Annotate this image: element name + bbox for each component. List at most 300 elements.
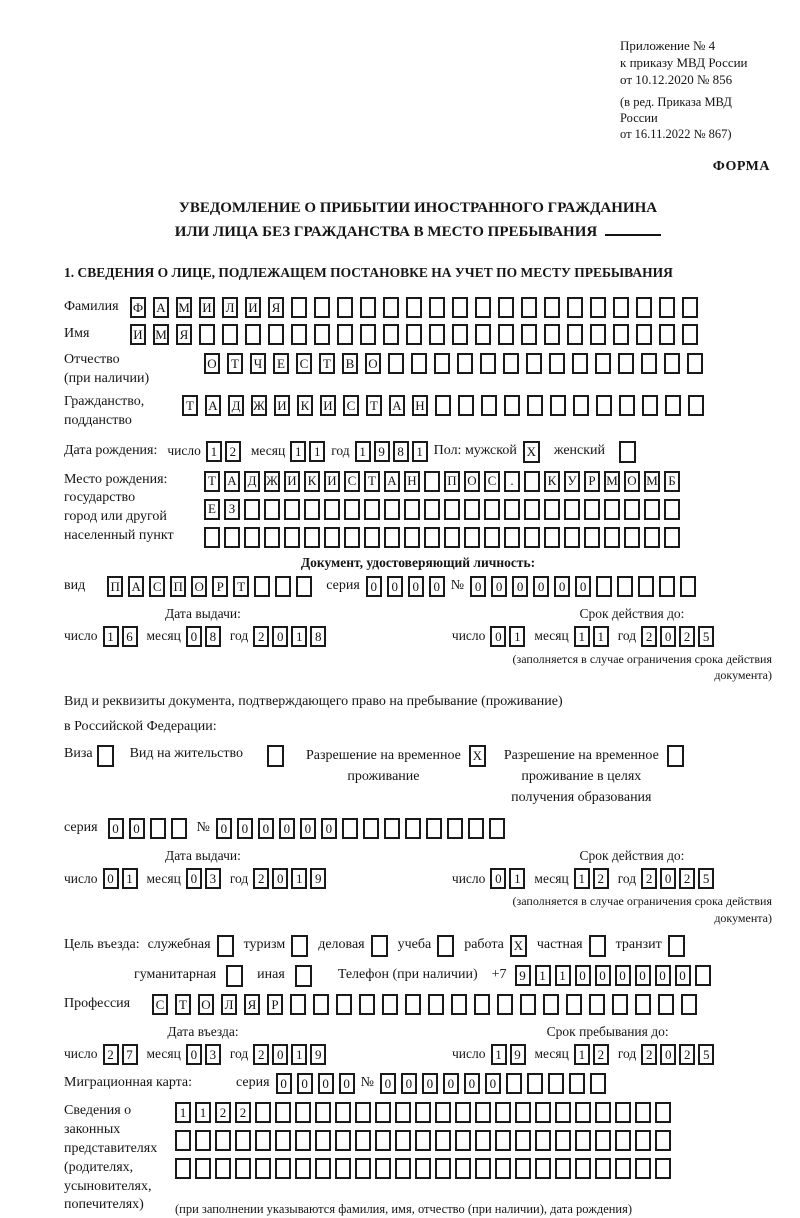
char-cell[interactable] — [526, 353, 542, 374]
char-cell[interactable] — [604, 499, 620, 520]
char-cell[interactable]: 0 — [554, 576, 570, 597]
char-cell[interactable] — [359, 994, 375, 1015]
sex-male-checkbox[interactable]: X — [523, 441, 540, 463]
char-cell[interactable]: 0 — [429, 576, 445, 597]
char-cell[interactable] — [515, 1158, 531, 1179]
residence-series-cells[interactable] — [108, 818, 187, 839]
char-cell[interactable]: 0 — [272, 868, 288, 889]
char-cell[interactable]: 8 — [393, 441, 409, 462]
char-cell[interactable]: Н — [404, 471, 420, 492]
char-cell[interactable] — [364, 499, 380, 520]
char-cell[interactable] — [595, 1130, 611, 1151]
char-cell[interactable] — [264, 527, 280, 548]
char-cell[interactable] — [335, 1102, 351, 1123]
char-cell[interactable]: 0 — [387, 576, 403, 597]
profession-cells[interactable] — [152, 994, 697, 1015]
char-cell[interactable]: С — [484, 471, 500, 492]
char-cell[interactable]: П — [107, 576, 123, 597]
char-cell[interactable]: М — [644, 471, 660, 492]
char-cell[interactable] — [624, 527, 640, 548]
representatives-row3[interactable] — [175, 1158, 772, 1179]
char-cell[interactable] — [405, 818, 421, 839]
char-cell[interactable]: 0 — [422, 1073, 438, 1094]
char-cell[interactable] — [613, 297, 629, 318]
char-cell[interactable] — [480, 353, 496, 374]
char-cell[interactable]: А — [153, 297, 169, 318]
char-cell[interactable]: Я — [244, 994, 260, 1015]
char-cell[interactable] — [659, 324, 675, 345]
char-cell[interactable]: 2 — [679, 1044, 695, 1065]
char-cell[interactable] — [363, 818, 379, 839]
surname-cells[interactable] — [130, 297, 698, 318]
char-cell[interactable] — [304, 499, 320, 520]
char-cell[interactable] — [335, 1130, 351, 1151]
char-cell[interactable]: Л — [222, 297, 238, 318]
char-cell[interactable]: 1 — [195, 1102, 211, 1123]
char-cell[interactable]: О — [464, 471, 480, 492]
char-cell[interactable] — [268, 324, 284, 345]
residence-issue-month-cells[interactable] — [186, 868, 221, 889]
issue-year-cells[interactable] — [253, 626, 326, 647]
char-cell[interactable] — [255, 1158, 271, 1179]
char-cell[interactable] — [495, 1158, 511, 1179]
char-cell[interactable] — [590, 324, 606, 345]
char-cell[interactable] — [497, 994, 513, 1015]
residence-valid-day-cells[interactable] — [490, 868, 525, 889]
char-cell[interactable] — [434, 353, 450, 374]
char-cell[interactable] — [415, 1102, 431, 1123]
char-cell[interactable] — [521, 324, 537, 345]
char-cell[interactable]: 0 — [533, 576, 549, 597]
char-cell[interactable]: 0 — [401, 1073, 417, 1094]
char-cell[interactable]: 0 — [297, 1073, 313, 1094]
char-cell[interactable] — [489, 818, 505, 839]
firstname-cells[interactable] — [130, 324, 698, 345]
purpose-other-checkbox[interactable] — [295, 965, 312, 987]
char-cell[interactable] — [687, 353, 703, 374]
char-cell[interactable] — [615, 1130, 631, 1151]
char-cell[interactable] — [424, 471, 440, 492]
char-cell[interactable]: 1 — [574, 868, 590, 889]
char-cell[interactable] — [429, 324, 445, 345]
char-cell[interactable] — [550, 395, 566, 416]
doc-number-cells[interactable] — [470, 576, 696, 597]
char-cell[interactable] — [584, 499, 600, 520]
char-cell[interactable] — [618, 353, 634, 374]
char-cell[interactable] — [544, 499, 560, 520]
char-cell[interactable] — [484, 527, 500, 548]
char-cell[interactable]: 0 — [660, 1044, 676, 1065]
char-cell[interactable] — [395, 1130, 411, 1151]
char-cell[interactable]: 1 — [309, 441, 325, 462]
temp-residence-checkbox[interactable]: X — [469, 745, 486, 767]
char-cell[interactable]: О — [198, 994, 214, 1015]
char-cell[interactable] — [458, 395, 474, 416]
patronymic-cells[interactable] — [204, 353, 703, 374]
char-cell[interactable]: 0 — [237, 818, 253, 839]
char-cell[interactable] — [360, 324, 376, 345]
representatives-row1[interactable] — [175, 1102, 772, 1123]
char-cell[interactable] — [595, 1102, 611, 1123]
purpose-private-checkbox[interactable] — [589, 935, 606, 957]
char-cell[interactable]: К — [304, 471, 320, 492]
char-cell[interactable] — [295, 1102, 311, 1123]
char-cell[interactable] — [535, 1130, 551, 1151]
char-cell[interactable] — [548, 1073, 564, 1094]
char-cell[interactable]: 1 — [291, 868, 307, 889]
purpose-transit-checkbox[interactable] — [668, 935, 685, 957]
char-cell[interactable] — [590, 297, 606, 318]
char-cell[interactable] — [575, 1102, 591, 1123]
char-cell[interactable] — [284, 499, 300, 520]
char-cell[interactable] — [235, 1130, 251, 1151]
char-cell[interactable]: 0 — [490, 868, 506, 889]
char-cell[interactable] — [360, 297, 376, 318]
residence-permit-checkbox[interactable] — [267, 745, 284, 767]
char-cell[interactable] — [324, 499, 340, 520]
char-cell[interactable]: П — [170, 576, 186, 597]
char-cell[interactable] — [428, 994, 444, 1015]
char-cell[interactable] — [344, 527, 360, 548]
char-cell[interactable]: 1 — [290, 441, 306, 462]
char-cell[interactable] — [324, 527, 340, 548]
valid-year-cells[interactable] — [641, 626, 714, 647]
char-cell[interactable] — [395, 1102, 411, 1123]
char-cell[interactable] — [572, 353, 588, 374]
char-cell[interactable]: 0 — [279, 818, 295, 839]
char-cell[interactable] — [569, 1073, 585, 1094]
doc-kind-cells[interactable] — [107, 576, 312, 597]
valid-month-cells[interactable] — [574, 626, 609, 647]
char-cell[interactable] — [383, 297, 399, 318]
char-cell[interactable] — [524, 471, 540, 492]
char-cell[interactable] — [451, 994, 467, 1015]
char-cell[interactable] — [575, 1158, 591, 1179]
char-cell[interactable] — [524, 499, 540, 520]
char-cell[interactable]: Б — [664, 471, 680, 492]
char-cell[interactable] — [255, 1130, 271, 1151]
char-cell[interactable] — [222, 324, 238, 345]
char-cell[interactable] — [544, 297, 560, 318]
char-cell[interactable]: 2 — [593, 1044, 609, 1065]
residence-number-cells[interactable] — [216, 818, 505, 839]
char-cell[interactable] — [224, 527, 240, 548]
residence-valid-month-cells[interactable] — [574, 868, 609, 889]
char-cell[interactable] — [504, 527, 520, 548]
char-cell[interactable]: 0 — [490, 626, 506, 647]
char-cell[interactable] — [527, 395, 543, 416]
migration-number-cells[interactable] — [380, 1073, 606, 1094]
char-cell[interactable]: 0 — [272, 1044, 288, 1065]
char-cell[interactable]: 9 — [310, 868, 326, 889]
char-cell[interactable]: 0 — [186, 1044, 202, 1065]
char-cell[interactable]: 0 — [186, 626, 202, 647]
char-cell[interactable]: Ч — [250, 353, 266, 374]
char-cell[interactable] — [336, 994, 352, 1015]
char-cell[interactable] — [498, 297, 514, 318]
char-cell[interactable] — [521, 297, 537, 318]
char-cell[interactable]: Е — [204, 499, 220, 520]
char-cell[interactable] — [573, 395, 589, 416]
char-cell[interactable] — [644, 499, 660, 520]
char-cell[interactable]: И — [130, 324, 146, 345]
char-cell[interactable]: 2 — [103, 1044, 119, 1065]
char-cell[interactable]: 1 — [291, 1044, 307, 1065]
char-cell[interactable] — [245, 324, 261, 345]
char-cell[interactable] — [575, 1130, 591, 1151]
char-cell[interactable] — [337, 324, 353, 345]
char-cell[interactable] — [498, 324, 514, 345]
char-cell[interactable] — [564, 527, 580, 548]
char-cell[interactable] — [384, 818, 400, 839]
char-cell[interactable]: 0 — [595, 965, 611, 986]
char-cell[interactable]: 3 — [205, 868, 221, 889]
char-cell[interactable]: 2 — [641, 868, 657, 889]
char-cell[interactable] — [635, 1130, 651, 1151]
char-cell[interactable] — [506, 1073, 522, 1094]
sex-female-checkbox[interactable] — [619, 441, 636, 463]
char-cell[interactable]: И — [324, 471, 340, 492]
char-cell[interactable]: С — [149, 576, 165, 597]
char-cell[interactable] — [204, 527, 220, 548]
birth-month-cells[interactable] — [290, 441, 325, 462]
char-cell[interactable]: И — [199, 297, 215, 318]
char-cell[interactable]: Ж — [264, 471, 280, 492]
char-cell[interactable]: 0 — [655, 965, 671, 986]
char-cell[interactable]: 7 — [122, 1044, 138, 1065]
char-cell[interactable]: 0 — [575, 965, 591, 986]
char-cell[interactable]: А — [224, 471, 240, 492]
char-cell[interactable] — [384, 499, 400, 520]
char-cell[interactable] — [504, 499, 520, 520]
char-cell[interactable] — [315, 1102, 331, 1123]
char-cell[interactable]: 1 — [122, 868, 138, 889]
char-cell[interactable]: И — [284, 471, 300, 492]
char-cell[interactable]: О — [624, 471, 640, 492]
char-cell[interactable] — [635, 1158, 651, 1179]
char-cell[interactable]: 2 — [253, 868, 269, 889]
char-cell[interactable] — [695, 965, 711, 986]
char-cell[interactable] — [375, 1158, 391, 1179]
char-cell[interactable] — [314, 297, 330, 318]
char-cell[interactable] — [615, 1158, 631, 1179]
char-cell[interactable]: 2 — [225, 441, 241, 462]
char-cell[interactable]: 1 — [574, 1044, 590, 1065]
char-cell[interactable]: 9 — [510, 1044, 526, 1065]
char-cell[interactable]: 0 — [491, 576, 507, 597]
char-cell[interactable]: Т — [227, 353, 243, 374]
char-cell[interactable]: 1 — [412, 441, 428, 462]
char-cell[interactable] — [655, 1158, 671, 1179]
char-cell[interactable]: А — [384, 471, 400, 492]
birth-place-row1[interactable] — [204, 471, 680, 492]
char-cell[interactable] — [444, 527, 460, 548]
char-cell[interactable] — [364, 527, 380, 548]
char-cell[interactable] — [567, 297, 583, 318]
char-cell[interactable] — [681, 994, 697, 1015]
char-cell[interactable]: К — [544, 471, 560, 492]
char-cell[interactable] — [375, 1130, 391, 1151]
char-cell[interactable] — [424, 499, 440, 520]
char-cell[interactable] — [604, 527, 620, 548]
char-cell[interactable] — [275, 1158, 291, 1179]
char-cell[interactable] — [544, 527, 560, 548]
char-cell[interactable] — [590, 1073, 606, 1094]
char-cell[interactable] — [452, 297, 468, 318]
char-cell[interactable] — [564, 499, 580, 520]
purpose-business-checkbox[interactable] — [371, 935, 388, 957]
char-cell[interactable] — [405, 994, 421, 1015]
char-cell[interactable] — [455, 1102, 471, 1123]
char-cell[interactable]: 0 — [380, 1073, 396, 1094]
char-cell[interactable]: 5 — [698, 1044, 714, 1065]
char-cell[interactable] — [335, 1158, 351, 1179]
char-cell[interactable]: Т — [366, 395, 382, 416]
valid-day-cells[interactable] — [490, 626, 525, 647]
char-cell[interactable]: Н — [412, 395, 428, 416]
char-cell[interactable] — [635, 994, 651, 1015]
char-cell[interactable] — [595, 353, 611, 374]
char-cell[interactable]: 5 — [698, 626, 714, 647]
char-cell[interactable] — [344, 499, 360, 520]
purpose-work-checkbox[interactable]: X — [510, 935, 527, 957]
char-cell[interactable] — [375, 1102, 391, 1123]
char-cell[interactable] — [284, 527, 300, 548]
char-cell[interactable]: 0 — [186, 868, 202, 889]
char-cell[interactable] — [254, 576, 270, 597]
char-cell[interactable] — [264, 499, 280, 520]
char-cell[interactable] — [406, 324, 422, 345]
char-cell[interactable] — [175, 1130, 191, 1151]
char-cell[interactable] — [612, 994, 628, 1015]
char-cell[interactable] — [596, 576, 612, 597]
char-cell[interactable] — [415, 1158, 431, 1179]
char-cell[interactable] — [455, 1158, 471, 1179]
char-cell[interactable] — [527, 1073, 543, 1094]
char-cell[interactable]: 0 — [318, 1073, 334, 1094]
char-cell[interactable]: Я — [268, 297, 284, 318]
char-cell[interactable] — [524, 527, 540, 548]
issue-day-cells[interactable] — [103, 626, 138, 647]
char-cell[interactable]: Д — [244, 471, 260, 492]
char-cell[interactable] — [475, 1158, 491, 1179]
char-cell[interactable]: Т — [182, 395, 198, 416]
char-cell[interactable]: 3 — [205, 1044, 221, 1065]
char-cell[interactable] — [475, 1130, 491, 1151]
char-cell[interactable] — [429, 297, 445, 318]
char-cell[interactable]: 1 — [509, 626, 525, 647]
char-cell[interactable] — [515, 1102, 531, 1123]
char-cell[interactable]: Т — [175, 994, 191, 1015]
char-cell[interactable] — [452, 324, 468, 345]
char-cell[interactable] — [615, 1102, 631, 1123]
char-cell[interactable] — [484, 499, 500, 520]
char-cell[interactable] — [435, 1102, 451, 1123]
entry-month-cells[interactable] — [186, 1044, 221, 1065]
char-cell[interactable]: О — [191, 576, 207, 597]
char-cell[interactable]: 0 — [272, 626, 288, 647]
char-cell[interactable] — [475, 1102, 491, 1123]
char-cell[interactable]: Р — [584, 471, 600, 492]
char-cell[interactable] — [503, 353, 519, 374]
birth-place-row2[interactable] — [204, 499, 680, 520]
char-cell[interactable] — [275, 1130, 291, 1151]
char-cell[interactable]: 1 — [555, 965, 571, 986]
char-cell[interactable]: Е — [273, 353, 289, 374]
char-cell[interactable] — [584, 527, 600, 548]
citizenship-cells[interactable] — [182, 395, 704, 416]
char-cell[interactable] — [355, 1102, 371, 1123]
char-cell[interactable] — [295, 1158, 311, 1179]
char-cell[interactable] — [544, 324, 560, 345]
char-cell[interactable]: 0 — [660, 868, 676, 889]
char-cell[interactable]: З — [224, 499, 240, 520]
char-cell[interactable] — [424, 527, 440, 548]
char-cell[interactable]: Л — [221, 994, 237, 1015]
char-cell[interactable] — [255, 1102, 271, 1123]
char-cell[interactable]: Т — [233, 576, 249, 597]
char-cell[interactable]: 0 — [300, 818, 316, 839]
char-cell[interactable] — [383, 324, 399, 345]
stay-month-cells[interactable] — [574, 1044, 609, 1065]
char-cell[interactable]: 1 — [593, 626, 609, 647]
char-cell[interactable] — [291, 324, 307, 345]
char-cell[interactable] — [567, 324, 583, 345]
entry-day-cells[interactable] — [103, 1044, 138, 1065]
purpose-study-checkbox[interactable] — [437, 935, 454, 957]
char-cell[interactable] — [543, 994, 559, 1015]
char-cell[interactable]: Р — [212, 576, 228, 597]
char-cell[interactable] — [275, 576, 291, 597]
char-cell[interactable] — [659, 297, 675, 318]
char-cell[interactable]: С — [152, 994, 168, 1015]
char-cell[interactable]: 0 — [443, 1073, 459, 1094]
char-cell[interactable] — [195, 1158, 211, 1179]
char-cell[interactable] — [596, 395, 612, 416]
entry-year-cells[interactable] — [253, 1044, 326, 1065]
char-cell[interactable] — [636, 324, 652, 345]
char-cell[interactable]: 0 — [129, 818, 145, 839]
char-cell[interactable] — [464, 527, 480, 548]
char-cell[interactable] — [315, 1158, 331, 1179]
char-cell[interactable] — [435, 1130, 451, 1151]
char-cell[interactable] — [589, 994, 605, 1015]
char-cell[interactable] — [215, 1130, 231, 1151]
char-cell[interactable]: А — [205, 395, 221, 416]
char-cell[interactable] — [290, 994, 306, 1015]
char-cell[interactable]: 0 — [635, 965, 651, 986]
char-cell[interactable]: 0 — [108, 818, 124, 839]
char-cell[interactable]: 6 — [122, 626, 138, 647]
visa-checkbox[interactable] — [97, 745, 114, 767]
birth-place-row3[interactable] — [204, 527, 680, 548]
char-cell[interactable]: 0 — [408, 576, 424, 597]
stay-day-cells[interactable] — [491, 1044, 526, 1065]
char-cell[interactable] — [635, 1102, 651, 1123]
char-cell[interactable] — [624, 499, 640, 520]
char-cell[interactable] — [304, 527, 320, 548]
char-cell[interactable]: М — [176, 297, 192, 318]
char-cell[interactable] — [636, 297, 652, 318]
char-cell[interactable] — [644, 527, 660, 548]
char-cell[interactable] — [382, 994, 398, 1015]
char-cell[interactable] — [244, 527, 260, 548]
residence-issue-year-cells[interactable] — [253, 868, 326, 889]
char-cell[interactable] — [411, 353, 427, 374]
char-cell[interactable]: С — [343, 395, 359, 416]
char-cell[interactable]: 0 — [258, 818, 274, 839]
char-cell[interactable] — [504, 395, 520, 416]
